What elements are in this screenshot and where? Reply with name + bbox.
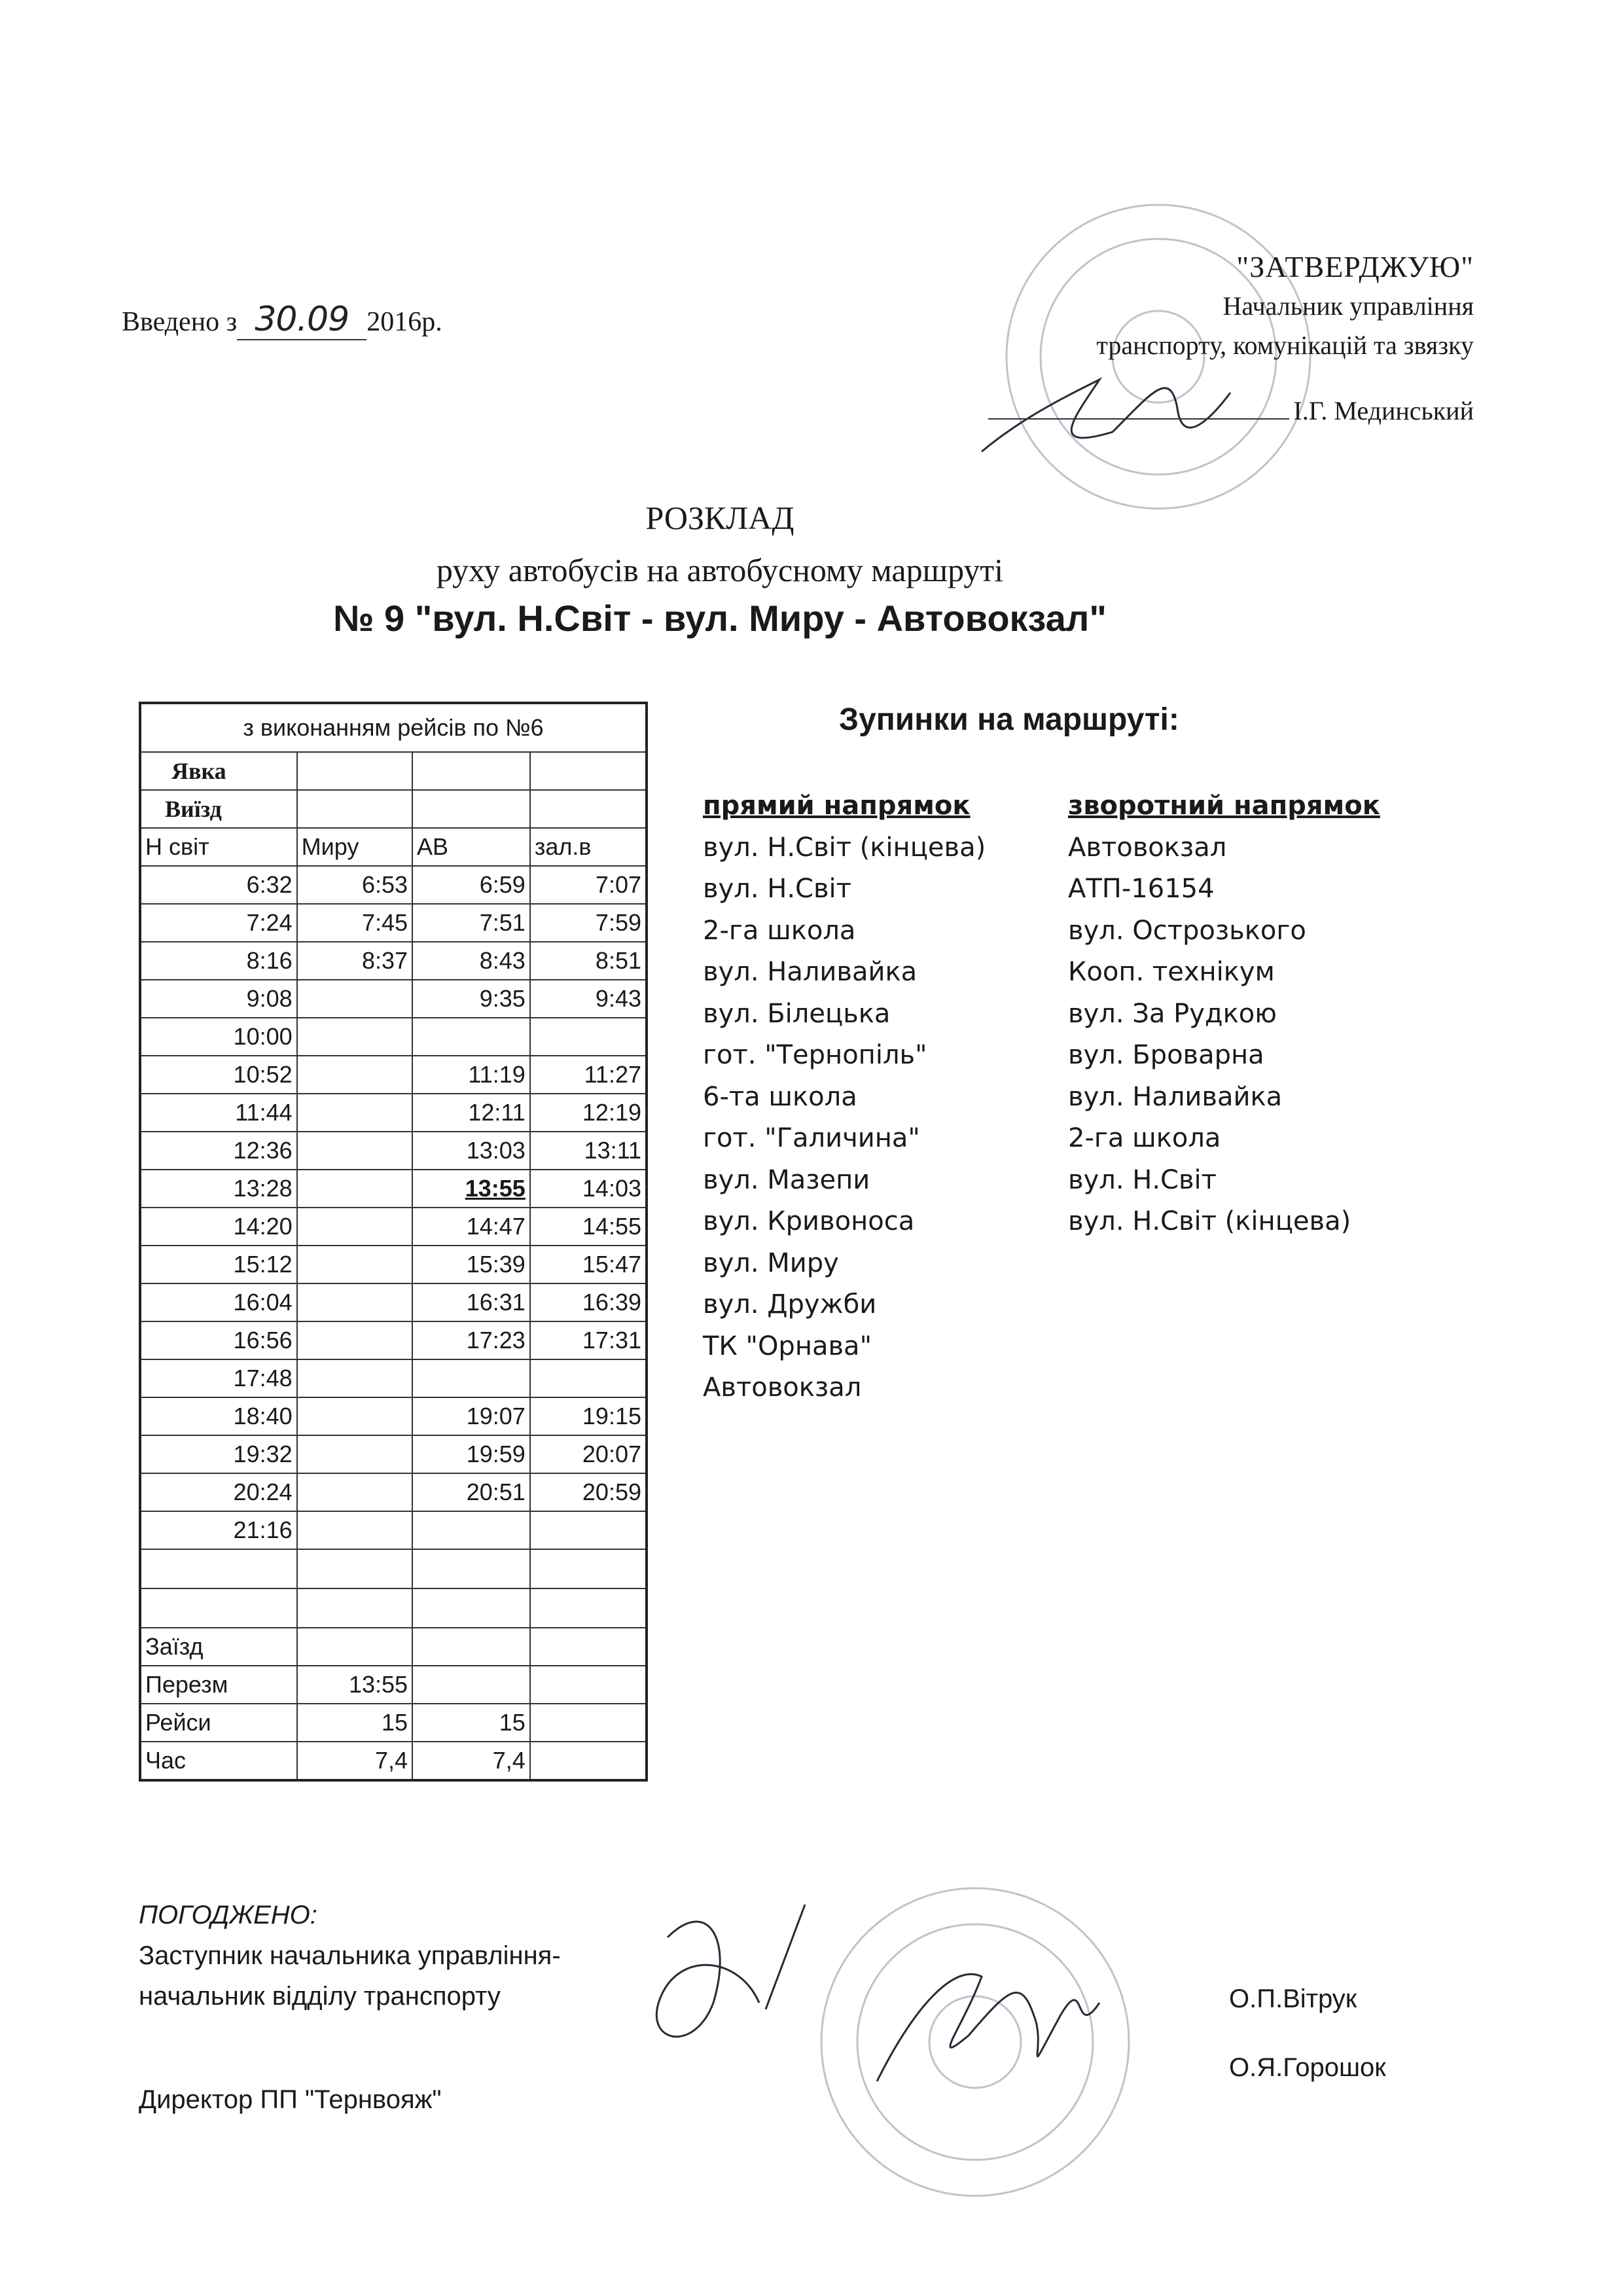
route-title: № 9 "вул. Н.Світ - вул. Миру - Автовокзал" [333,598,1107,639]
schedule-cell: 11:19 [412,1056,530,1094]
stop-item: 6-та школа [703,1081,857,1112]
schedule-cell [297,1018,412,1056]
schedule-cell: 11:44 [140,1094,297,1132]
schedule-cell: 9:08 [140,980,297,1018]
agreed-position-2: начальник відділу транспорту [139,1982,501,2011]
schedule-cell: 15:12 [140,1246,297,1283]
schedule-cell [297,1132,412,1170]
schedule-cell: 19:15 [530,1397,647,1435]
schedule-cell: 6:59 [412,866,530,904]
stop-item: Автовокзал [703,1372,862,1403]
schedule-row [140,1321,647,1359]
schedule-cell: 7:51 [412,904,530,942]
schedule-row [140,1132,647,1170]
backward-stops [1068,785,1380,1243]
schedule-cell: 7:59 [530,904,647,942]
empty-cell [140,1549,297,1588]
agreed-names [1229,1965,1386,2102]
schedule-cell: 14:03 [530,1170,647,1208]
schedule-row [140,1359,647,1397]
schedule-cell: 19:59 [412,1435,530,1473]
schedule-cell [530,1511,647,1549]
empty-cell [530,1666,647,1704]
schedule-row [140,1018,647,1056]
schedule-table [139,702,648,1782]
stop-item: вул. Н.Світ (кінцева) [703,832,986,863]
schedule-cell: 16:04 [140,1283,297,1321]
stop-item: вул. Кривоноса [703,1206,915,1236]
schedule-cell [530,1018,647,1056]
schedule-cell [297,1321,412,1359]
schedule-cell [297,1056,412,1094]
empty-cell [412,1588,530,1628]
stop-item: вул. За Рудкою [1068,998,1277,1029]
column-header: Н світ [140,828,297,866]
schedule-row [140,1170,647,1208]
doc-title: РОЗКЛАД [645,499,794,536]
schedule-cell: 12:11 [412,1094,530,1132]
stop-item: гот. "Тернопіль" [703,1040,927,1070]
schedule-cell [297,1435,412,1473]
stops-title: Зупинки на маршруті: [839,702,1179,737]
schedule-cell: 10:52 [140,1056,297,1094]
schedule-cell: 8:51 [530,942,647,980]
chas-value: 7,4 [297,1742,412,1780]
schedule-cell: 20:51 [412,1473,530,1511]
schedule-cell [297,1473,412,1511]
schedule-cell [297,1208,412,1246]
forward-list [703,827,986,1409]
empty-cell [530,1549,647,1588]
agreed-label: ПОГОДЖЕНО: [139,1901,317,1929]
schedule-cell: 7:24 [140,904,297,942]
approval-heading: "ЗАТВЕРДЖУЮ" [1236,250,1474,283]
schedule-cell: 16:39 [530,1283,647,1321]
schedule-cell: 7:07 [530,866,647,904]
schedule-cell: 9:43 [530,980,647,1018]
schedule-cell: 10:00 [140,1018,297,1056]
schedule-cell: 8:37 [297,942,412,980]
schedule-cell: 8:43 [412,942,530,980]
stop-item: вул. Наливайка [1068,1081,1283,1112]
signature-goroshok [877,1974,1099,2081]
stop-item: 2-га школа [703,915,856,946]
stop-item: 2-га школа [1068,1123,1221,1153]
empty-cell [530,1742,647,1780]
empty-cell [412,1666,530,1704]
schedule-cell: 13:11 [530,1132,647,1170]
schedule-row [140,1208,647,1246]
schedule-cell [297,1511,412,1549]
schedule-cell [297,1359,412,1397]
stop-item: ТК "Орнава" [703,1331,872,1361]
yavka-label: Явка [140,752,297,790]
schedule-cell: 6:32 [140,866,297,904]
schedule-cell: 12:36 [140,1132,297,1170]
agreed-block [139,1895,561,2120]
schedule-row [140,1094,647,1132]
schedule-cell: 8:16 [140,942,297,980]
empty-cell [297,1628,412,1666]
yavka-cell [297,752,412,790]
intro-date: 30.09 [237,300,366,340]
schedule-cell: 17:48 [140,1359,297,1397]
stop-item: Автовокзал [1068,832,1227,863]
schedule-cell: 9:35 [412,980,530,1018]
forward-heading: прямий напрямок [703,791,971,821]
intro-prefix: Введено з [122,307,238,337]
schedule-cell: 17:31 [530,1321,647,1359]
schedule-row [140,1283,647,1321]
stop-item: вул. Н.Світ [1068,1164,1217,1195]
reisy-value: 15 [297,1704,412,1742]
forward-stops [703,785,986,1409]
chas-value: 7,4 [412,1742,530,1780]
stop-item: гот. "Галичина" [703,1123,920,1153]
schedule-cell [412,1359,530,1397]
schedule-cell: 17:23 [412,1321,530,1359]
schedule-cell: 20:24 [140,1473,297,1511]
schedule-cell: 21:16 [140,1511,297,1549]
empty-cell [412,1628,530,1666]
empty-cell [530,1704,647,1742]
intro-suffix: 2016р. [366,307,442,337]
approval-position-2: транспорту, комунікацій та звязку [1096,331,1474,360]
schedule-cell: 6:53 [297,866,412,904]
schedule-row [140,1397,647,1435]
empty-cell [140,1588,297,1628]
schedule-cell: 18:40 [140,1397,297,1435]
column-header: зал.в [530,828,647,866]
stop-item: вул. Дружби [703,1289,877,1319]
approval-signature-line [988,418,1289,420]
schedule-cell: 7:45 [297,904,412,942]
schedule-row [140,904,647,942]
stop-item: Кооп. технікум [1068,957,1275,987]
schedule-cell: 15:39 [412,1246,530,1283]
schedule-row [140,866,647,904]
yavka-cell [530,752,647,790]
zaizd-label: Заїзд [140,1628,297,1666]
yavka-cell [412,752,530,790]
doc-subtitle: руху автобусів на автобусному маршруті [436,552,1004,588]
column-header: АВ [412,828,530,866]
schedule-cell: 19:07 [412,1397,530,1435]
schedule-row [140,1056,647,1094]
agreed-stamp [821,1888,1129,2196]
schedule-cell: 20:07 [530,1435,647,1473]
approval-name: І.Г. Мединський [1293,396,1474,425]
agreed-position-1: Заступник начальника управління- [139,1941,561,1970]
schedule-cell [297,1283,412,1321]
stop-item: вул. Н.Світ (кінцева) [1068,1206,1351,1236]
stop-item: вул. Миру [703,1247,839,1278]
schedule-cell: 14:47 [412,1208,530,1246]
empty-cell [297,1549,412,1588]
chas-label: Час [140,1742,297,1780]
stop-item: вул. Н.Світ [703,874,851,904]
agreed-name-1: О.П.Вітрук [1229,1984,1357,2013]
schedule-caption: з виконанням рейсів по №6 [140,703,647,752]
empty-cell [530,1628,647,1666]
agreed-director: Директор ПП "Тернвояж" [139,2085,442,2114]
perezm-value: 13:55 [297,1666,412,1704]
schedule-cell: 16:56 [140,1321,297,1359]
empty-cell [412,1549,530,1588]
stop-item: вул. Броварна [1068,1040,1264,1070]
reisy-value: 15 [412,1704,530,1742]
schedule-cell: 20:59 [530,1473,647,1511]
schedule-cell: 15:47 [530,1246,647,1283]
schedule-cell: 19:32 [140,1435,297,1473]
schedule-cell [297,1246,412,1283]
schedule-cell [297,1170,412,1208]
schedule-row [140,980,647,1018]
vyizd-cell [530,790,647,828]
schedule-row [140,1473,647,1511]
schedule-row [140,1435,647,1473]
schedule-cell: 13:55 [412,1170,530,1208]
perezm-label: Перезм [140,1666,297,1704]
stop-item: вул. Острозького [1068,915,1306,946]
approval-block [988,247,1474,431]
column-header: Миру [297,828,412,866]
reisy-label: Рейси [140,1704,297,1742]
signature-vitruk [656,1905,805,2037]
schedule-row [140,1511,647,1549]
schedule-cell: 13:03 [412,1132,530,1170]
approval-position-1: Начальник управління [1222,291,1474,321]
schedule-cell [297,1397,412,1435]
schedule-cell: 14:20 [140,1208,297,1246]
schedule-row [140,942,647,980]
schedule-cell [297,980,412,1018]
schedule-rows [140,866,647,1549]
stop-item: вул. Білецька [703,998,891,1029]
empty-cell [530,1588,647,1628]
schedule-cell: 16:31 [412,1283,530,1321]
schedule-cell: 11:27 [530,1056,647,1094]
agreed-name-2: О.Я.Горошок [1229,2053,1386,2082]
vyizd-cell [412,790,530,828]
schedule-cell [530,1359,647,1397]
schedule-cell [297,1094,412,1132]
vyizd-cell [297,790,412,828]
stop-item: АТП-16154 [1068,874,1215,904]
backward-heading: зворотний напрямок [1068,791,1380,821]
vyizd-label: Виїзд [140,790,297,828]
schedule-row [140,1246,647,1283]
schedule-cell [412,1018,530,1056]
schedule-cell: 13:28 [140,1170,297,1208]
empty-cell [297,1588,412,1628]
backward-list [1068,827,1380,1243]
intro-date-line [122,300,442,340]
stop-item: вул. Наливайка [703,957,918,987]
stop-item: вул. Мазепи [703,1164,870,1195]
schedule-cell [412,1511,530,1549]
schedule-cell: 12:19 [530,1094,647,1132]
schedule-cell: 14:55 [530,1208,647,1246]
